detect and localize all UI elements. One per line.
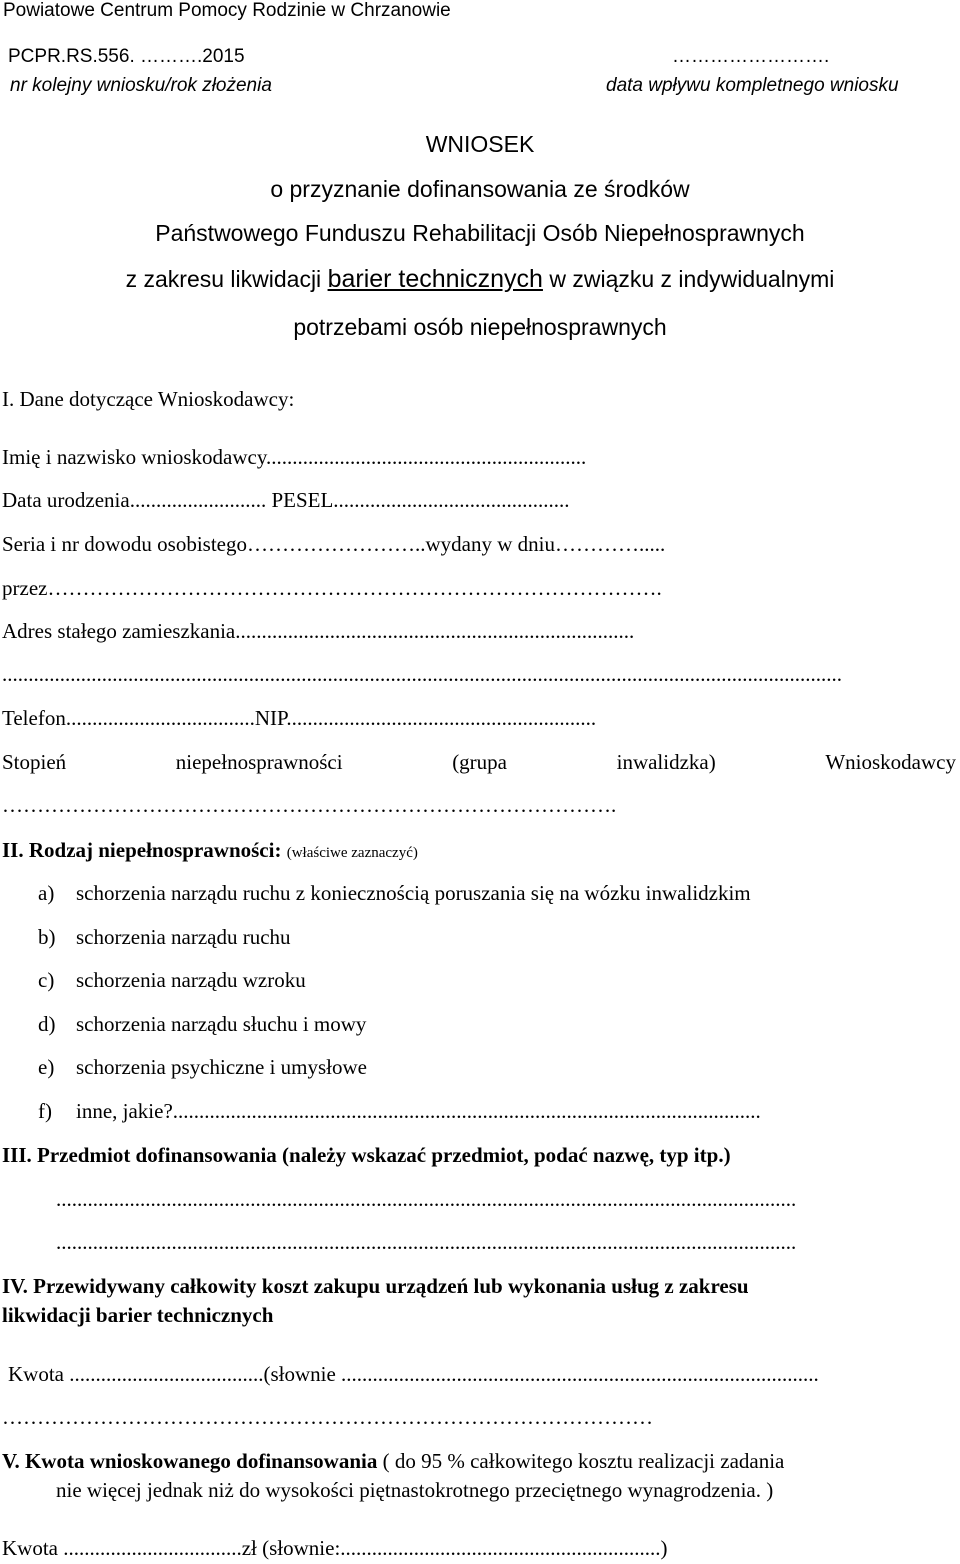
- subtitle-part-c: w związku z indywidualnymi: [542, 266, 835, 292]
- option-c-text: schorzenia narządu wzroku: [76, 968, 306, 992]
- option-e: [38, 1055, 367, 1080]
- option-c: [38, 968, 306, 993]
- birth-date-dots: ..........................: [129, 488, 267, 512]
- option-a: [38, 881, 751, 906]
- total-cost-field: Kwota .....................................(słownie ...........................................................................................: [8, 1362, 819, 1386]
- receipt-date-caption: data wpływu kompletnego wniosku: [606, 75, 899, 96]
- option-d-text: schorzenia narządu słuchu i mowy: [76, 1012, 367, 1036]
- option-f-letter: f): [38, 1099, 52, 1123]
- option-c-letter: c): [38, 968, 55, 992]
- option-a-text: schorzenia narządu ruchu z koniecznością poruszania się na wózku inwalidzkim: [76, 881, 751, 905]
- total-cost-dots: …………………………………………………………………………………: [2, 1405, 653, 1429]
- applicant-name-field: Imię i nazwisko wnioskodawcy.............................................................: [2, 445, 587, 469]
- id-card-dots: ……………………..: [246, 532, 426, 556]
- section-5-title: V. Kwota wnioskowanego dofinansowania: [2, 1449, 378, 1473]
- option-d: [38, 1012, 366, 1037]
- form-subtitle-1: o przyznanie dofinansowania ze środków: [270, 176, 690, 202]
- disability-word-1: Stopień: [2, 750, 67, 774]
- section-2-note: (właściwe zaznaczyć): [286, 845, 418, 861]
- receipt-date-dots: …………………….: [672, 46, 830, 67]
- subtitle-part-a: z zakresu likwidacji: [125, 266, 328, 292]
- birth-pesel-field: [2, 488, 570, 513]
- reference-caption: nr kolejny wniosku/rok złożenia: [10, 75, 272, 96]
- reference-number: PCPR.RS.556. ……….2015: [8, 46, 245, 67]
- pesel-dots: .............................................: [333, 488, 570, 512]
- section-2-heading: [2, 838, 418, 863]
- option-e-text: schorzenia psychiczne i umysłowe: [76, 1055, 367, 1079]
- subject-line-2: .............................................................................................................................................: [56, 1230, 797, 1254]
- section-1-heading: I. Dane dotyczące Wnioskodawcy:: [2, 387, 295, 411]
- address-field: Adres stałego zamieszkania............................................................................: [2, 619, 635, 643]
- subtitle-underlined: barier technicznych: [327, 265, 543, 293]
- section-4-heading: IV. Przewidywany całkowity koszt zakupu urządzeń lub wykonania usług z zakresu: [2, 1274, 749, 1298]
- disability-word-3: (grupa: [452, 750, 507, 774]
- disability-word-5: Wnioskodawcy: [825, 750, 956, 774]
- option-a-letter: a): [38, 881, 55, 905]
- pesel-label: PESEL: [266, 488, 334, 512]
- issued-dots: ………….....: [554, 532, 666, 556]
- form-title: WNIOSEK: [425, 131, 535, 157]
- issued-label: wydany w dniu: [425, 532, 555, 556]
- option-f-text: inne, jakie?................................................................................................................: [76, 1099, 761, 1123]
- subject-line-1: .............................................................................................................................................: [56, 1187, 797, 1211]
- disability-degree-field: [2, 750, 956, 775]
- address-continuation: ................................................................................................................................................................: [2, 662, 842, 686]
- option-b-letter: b): [38, 925, 56, 949]
- form-subtitle-3: [0, 265, 960, 294]
- form-subtitle-2: Państwowego Funduszu Rehabilitacji Osób Niepełnosprawnych: [155, 220, 805, 246]
- section-5-heading: [2, 1449, 784, 1474]
- form-subtitle-4: potrzebami osób niepełnosprawnych: [293, 314, 667, 340]
- option-e-letter: e): [38, 1055, 55, 1079]
- issued-by-label: przez: [2, 576, 48, 600]
- option-b-text: schorzenia narządu ruchu: [76, 925, 291, 949]
- disability-word-4: inwalidzka): [616, 750, 716, 774]
- option-b: [38, 925, 291, 950]
- option-f: [38, 1099, 956, 1124]
- section-5-title-rest: ( do 95 % całkowitego kosztu realizacji zadania: [377, 1449, 785, 1473]
- birth-date-label: Data urodzenia: [2, 488, 130, 512]
- disability-degree-dots: …………………………………………………………………………….: [2, 793, 617, 817]
- issued-by-dots: …………………………………………………………………………….: [47, 576, 662, 600]
- disability-word-2: niepełnosprawności: [175, 750, 343, 774]
- id-card-field: [2, 532, 665, 557]
- issued-by-field: [2, 576, 662, 601]
- section-5-heading-line2: nie więcej jednak niż do wysokości piętnastokrotnego przeciętnego wynagrodzenia. ): [56, 1478, 774, 1502]
- institution-name: Powiatowe Centrum Pomocy Rodzinie w Chrzanowie: [3, 0, 451, 21]
- option-d-letter: d): [38, 1012, 56, 1036]
- id-card-label: Seria i nr dowodu osobistego: [2, 532, 247, 556]
- section-3-heading: III. Przedmiot dofinansowania (należy wskazać przedmiot, podać nazwę, typ itp.): [2, 1143, 731, 1167]
- section-2-title: II. Rodzaj niepełnosprawności:: [2, 838, 282, 862]
- section-4-heading-cont: likwidacji barier technicznych: [2, 1303, 274, 1327]
- requested-amount-field: Kwota ..................................zł (słownie:.............................................................): [2, 1536, 668, 1560]
- phone-nip-field: Telefon....................................NIP...........................................................: [2, 706, 597, 730]
